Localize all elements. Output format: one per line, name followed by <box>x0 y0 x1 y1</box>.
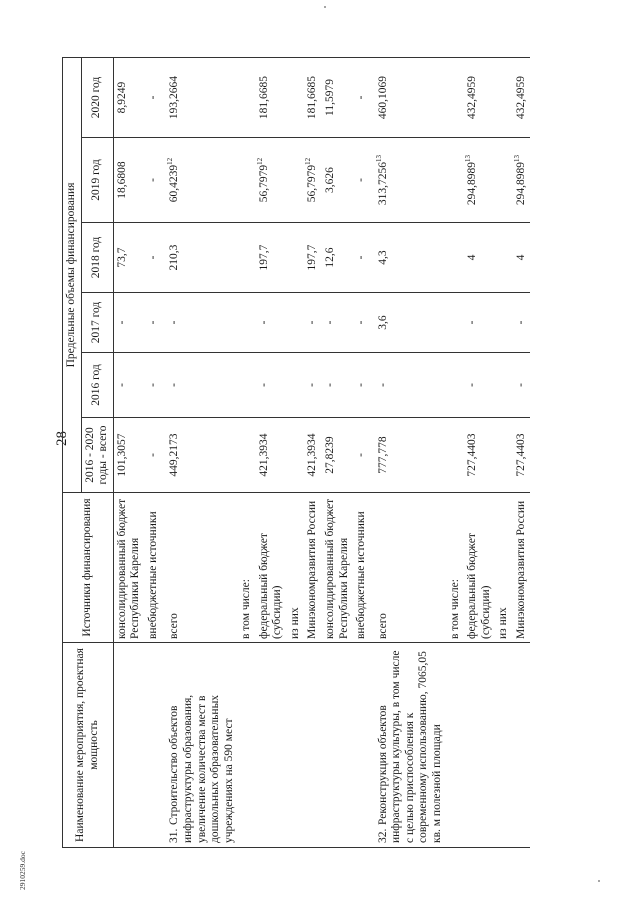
funding-table <box>62 57 530 848</box>
measure-name: Строительство объектов инфраструктуры образования, увеличение количества мест в дошкольных образовательных учреждениях на 590 мест <box>168 694 235 843</box>
cell-total: 449,2173 <box>162 418 238 493</box>
footnote-mark: 12 <box>255 157 264 165</box>
cell-2018: 197,7 <box>256 223 287 293</box>
header-year-2017: 2017 год <box>81 293 113 353</box>
cell-2020: 8,9249 <box>113 58 145 138</box>
table-row <box>447 58 465 848</box>
measure-name: Реконструкция объектов инфраструктуры культуры, в том числе с целью приспособления к современному использованию, 7065,05 кв. м полезной площади <box>376 650 443 843</box>
cell-2017 <box>447 293 465 353</box>
cell-total <box>447 418 465 493</box>
cell-measure-name <box>256 643 287 848</box>
value-2019: 313,7256 <box>376 161 389 206</box>
cell-2020: 11,5979 <box>322 58 353 138</box>
table-row <box>353 58 371 848</box>
cell-2017 <box>287 293 305 353</box>
scan-speck <box>598 880 600 882</box>
cell-2017: - <box>256 293 287 353</box>
table-row <box>145 58 163 848</box>
cell-2017: - <box>145 293 163 353</box>
cell-2019 <box>353 138 371 223</box>
cell-funding-source: консолидированный бюджет Республики Карелия <box>113 493 145 643</box>
value-2019: 56,7979 <box>306 164 319 203</box>
cell-measure-name <box>447 643 465 848</box>
cell-2017: - <box>513 293 531 353</box>
header-year-2018: 2018 год <box>81 223 113 293</box>
cell-2017: - <box>322 293 353 353</box>
cell-2019 <box>287 138 305 223</box>
cell-funding-source: из них <box>495 493 513 643</box>
cell-measure-name <box>162 643 238 848</box>
value-2019: 3,626 <box>324 167 336 193</box>
cell-2019 <box>464 138 495 223</box>
cell-funding-source: всего <box>162 493 238 643</box>
cell-2018: - <box>353 223 371 293</box>
table-row <box>322 58 353 848</box>
header-year-2020: 2020 год <box>81 58 113 138</box>
cell-funding-source: внебюджетные источники <box>145 493 163 643</box>
funding-table-container <box>62 58 547 848</box>
cell-2020: 460,1069 <box>371 58 447 138</box>
table-row <box>287 58 305 848</box>
cell-measure-name <box>322 643 353 848</box>
table-row <box>304 58 322 848</box>
table-row <box>371 58 447 848</box>
cell-total: 727,4403 <box>513 418 531 493</box>
cell-2018: 73,7 <box>113 223 145 293</box>
cell-2019 <box>304 138 322 223</box>
cell-funding-source: из них <box>287 493 305 643</box>
cell-2020: - <box>145 58 163 138</box>
cell-2020: 432,4959 <box>513 58 531 138</box>
cell-measure-name <box>113 643 145 848</box>
cell-2016 <box>287 353 305 418</box>
header-year-2019: 2019 год <box>81 138 113 223</box>
cell-total <box>495 418 513 493</box>
table-row <box>162 58 238 848</box>
cell-2017: - <box>162 293 238 353</box>
cell-2016 <box>238 353 256 418</box>
cell-total: - <box>353 418 371 493</box>
cell-2020 <box>447 58 465 138</box>
cell-total: 421,3934 <box>256 418 287 493</box>
cell-measure-name <box>304 643 322 848</box>
cell-2016: - <box>145 353 163 418</box>
cell-total: 421,3934 <box>304 418 322 493</box>
cell-measure-name <box>287 643 305 848</box>
cell-2018: - <box>145 223 163 293</box>
footnote-mark: 13 <box>464 154 473 162</box>
cell-2016: - <box>353 353 371 418</box>
cell-2020: 432,4959 <box>464 58 495 138</box>
header-name: Наименование мероприятия, проектная мощность <box>63 643 114 848</box>
cell-2016: - <box>371 353 447 418</box>
page-number: 28 <box>54 431 70 446</box>
cell-2016: - <box>322 353 353 418</box>
cell-measure-name <box>238 643 256 848</box>
header-year-2016: 2016 год <box>81 353 113 418</box>
table-row <box>256 58 287 848</box>
value-2019: 294,8989 <box>514 161 527 206</box>
cell-2018: 210,3 <box>162 223 238 293</box>
cell-2016 <box>495 353 513 418</box>
cell-measure-name <box>464 643 495 848</box>
footnote-mark: 12 <box>166 157 175 165</box>
value-2019: 18,6808 <box>115 161 128 199</box>
cell-2019 <box>513 138 531 223</box>
cell-funding-source: Минэкономразвития России <box>304 493 322 643</box>
cell-2019 <box>145 138 163 223</box>
cell-measure-name <box>145 643 163 848</box>
cell-total <box>238 418 256 493</box>
footnote-mark: 13 <box>374 154 383 162</box>
cell-2018: 197,7 <box>304 223 322 293</box>
value-2019: - <box>146 178 159 182</box>
cell-2019 <box>371 138 447 223</box>
header-total: 2016 - 2020 годы - всего <box>81 418 113 493</box>
cell-2018: 4 <box>464 223 495 293</box>
cell-funding-source: Минэкономразвития России <box>513 493 531 643</box>
cell-2016: - <box>464 353 495 418</box>
table-row <box>495 58 513 848</box>
cell-2019 <box>447 138 465 223</box>
cell-2020 <box>287 58 305 138</box>
value-2019: 60,4239 <box>168 164 181 203</box>
header-funding-group: Предельные объемы финансирования <box>63 58 82 493</box>
cell-total: 777,778 <box>371 418 447 493</box>
value-2019: 56,7979 <box>257 164 270 203</box>
cell-2017: 3,6 <box>371 293 447 353</box>
cell-2018: 12,6 <box>322 223 353 293</box>
cell-total: - <box>145 418 163 493</box>
cell-funding-source: федеральный бюджет (субсидии) <box>256 493 287 643</box>
table-row <box>238 58 256 848</box>
cell-2019 <box>238 138 256 223</box>
cell-funding-source: федеральный бюджет (субсидии) <box>464 493 495 643</box>
item-number: 31. <box>168 828 181 843</box>
cell-measure-name <box>495 643 513 848</box>
cell-2018 <box>238 223 256 293</box>
cell-2020: - <box>353 58 371 138</box>
cell-2018: 4 <box>513 223 531 293</box>
cell-2016: - <box>513 353 531 418</box>
value-2019: - <box>355 178 368 182</box>
cell-2016: - <box>304 353 322 418</box>
cell-funding-source: консолидированный бюджет Республики Карелия <box>322 493 353 643</box>
cell-2018 <box>447 223 465 293</box>
cell-2020 <box>495 58 513 138</box>
cell-2020: 181,6685 <box>256 58 287 138</box>
cell-2016 <box>447 353 465 418</box>
cell-2017: - <box>304 293 322 353</box>
cell-2019 <box>113 138 145 223</box>
cell-measure-name <box>513 643 531 848</box>
cell-2018: 4,3 <box>371 223 447 293</box>
cell-2019 <box>495 138 513 223</box>
cell-2019 <box>322 138 353 223</box>
cell-funding-source: всего <box>371 493 447 643</box>
cell-funding-source: внебюджетные источники <box>353 493 371 643</box>
table-row <box>113 58 145 848</box>
cell-total: 727,4403 <box>464 418 495 493</box>
cell-2016: - <box>113 353 145 418</box>
cell-2016: - <box>256 353 287 418</box>
cell-2017: - <box>113 293 145 353</box>
cell-2017: - <box>353 293 371 353</box>
item-number: 32. <box>376 828 389 843</box>
cell-measure-name <box>371 643 447 848</box>
cell-2018 <box>495 223 513 293</box>
cell-2020 <box>238 58 256 138</box>
cell-2016: - <box>162 353 238 418</box>
cell-funding-source: в том числе: <box>238 493 256 643</box>
table-header <box>63 58 114 848</box>
cell-2019 <box>256 138 287 223</box>
table-row <box>464 58 495 848</box>
footnote-mark: 12 <box>304 157 313 165</box>
cell-2017: - <box>464 293 495 353</box>
cell-total: 27,8239 <box>322 418 353 493</box>
table-body <box>113 58 530 848</box>
value-2019: 294,8989 <box>466 161 479 206</box>
cell-2017 <box>238 293 256 353</box>
cell-funding-source: в том числе: <box>447 493 465 643</box>
cell-2018 <box>287 223 305 293</box>
cell-total <box>287 418 305 493</box>
cell-2017 <box>495 293 513 353</box>
cell-total: 101,3057 <box>113 418 145 493</box>
cell-2020: 193,2664 <box>162 58 238 138</box>
cell-2019 <box>162 138 238 223</box>
cell-2020: 181,6685 <box>304 58 322 138</box>
footnote-mark: 13 <box>512 154 521 162</box>
document-id: 2910259.doc <box>18 851 27 890</box>
scan-speck <box>324 6 326 8</box>
cell-measure-name <box>353 643 371 848</box>
table-row <box>513 58 531 848</box>
header-source: Источники финансирования <box>63 493 114 643</box>
